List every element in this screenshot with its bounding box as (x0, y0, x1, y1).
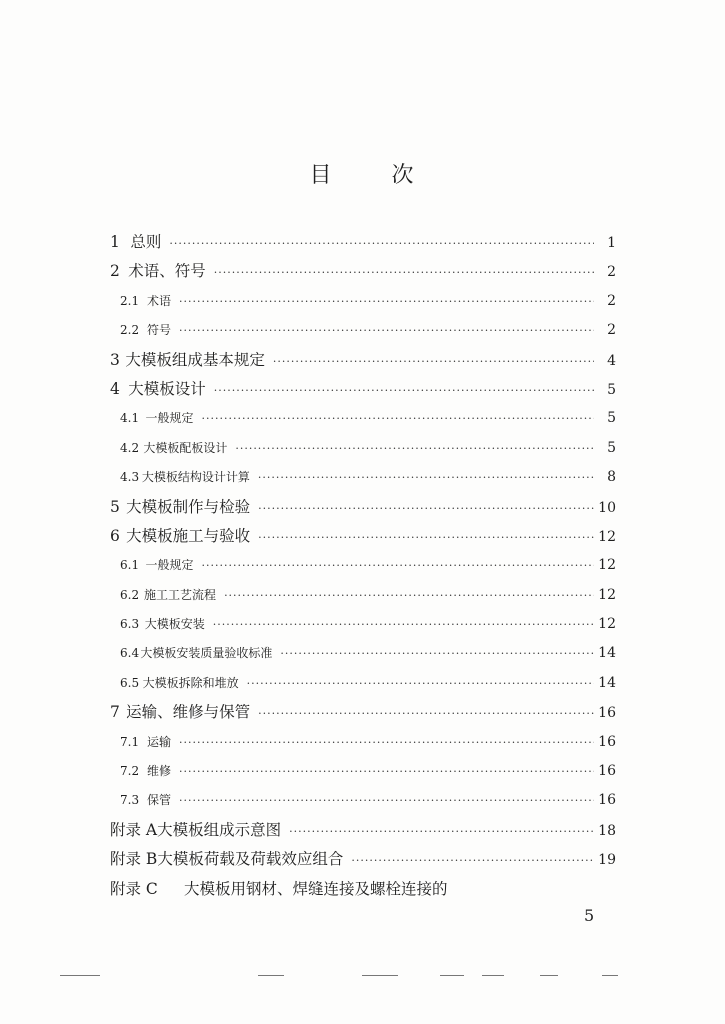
toc-entry-number: 4.3 (120, 470, 140, 485)
toc-entry (110, 257, 616, 286)
toc-entry-number: 7.1 (120, 734, 140, 749)
toc-entry (110, 463, 616, 492)
dot-leader (280, 639, 594, 668)
dot-leader (179, 786, 594, 815)
toc-entry-label: 大模板荷载及荷载效应组合 (157, 850, 344, 869)
toc-entry (110, 551, 616, 580)
toc-entry-page: 5 (607, 410, 616, 427)
dot-leader (289, 817, 594, 846)
toc-entry-page: 16 (598, 733, 616, 750)
toc-entry-page: 12 (598, 528, 616, 545)
toc-entry-number: 附录 A (110, 820, 158, 839)
toc-entry-number: 附录 B (110, 850, 158, 869)
toc-entry-label: 保管 (146, 793, 171, 808)
dot-leader (258, 699, 594, 728)
dot-leader (202, 551, 594, 580)
dot-leader (179, 287, 594, 316)
table-of-contents (110, 228, 616, 904)
toc-entry-page: 8 (607, 469, 616, 486)
page-number: 5 (584, 906, 595, 925)
dot-leader (179, 728, 594, 757)
toc-entry-label: 大模板设计 (128, 379, 206, 398)
scan-artifact (60, 975, 100, 976)
toc-entry-page: 16 (598, 705, 616, 722)
toc-entry-label: 大模板安装 (144, 617, 205, 632)
toc-entry (110, 845, 616, 874)
toc-entry (110, 522, 616, 551)
dot-leader (179, 316, 594, 345)
toc-entry-number: 6.1 (120, 558, 140, 573)
toc-entry-page: 2 (607, 322, 616, 339)
toc-entry (110, 757, 616, 786)
toc-entry-label: 大模板组成基本规定 (125, 350, 265, 369)
toc-entry (110, 404, 616, 433)
toc-entry-page: 16 (598, 792, 616, 809)
toc-entry (110, 786, 616, 815)
dot-leader (235, 434, 594, 463)
toc-entry (110, 581, 616, 610)
toc-entry (110, 875, 616, 904)
toc-entry-label: 大模板用钢材、焊缝连接及螺栓连接的 (184, 879, 448, 898)
dot-leader (258, 463, 594, 492)
title-char-1: 目 (309, 163, 334, 188)
toc-entry-page: 14 (598, 674, 616, 691)
toc-entry-page: 2 (607, 292, 616, 309)
toc-entry-number: 6 (110, 526, 120, 545)
toc-entry-number: 4.1 (120, 411, 140, 426)
toc-entry-label: 总则 (130, 233, 162, 251)
toc-entry (110, 434, 616, 463)
toc-entry (110, 375, 616, 404)
toc-entry-page: 1 (607, 235, 616, 251)
toc-entry-label: 大模板施工与验收 (126, 526, 251, 545)
toc-entry-page: 10 (598, 499, 616, 516)
dot-leader (214, 376, 594, 405)
toc-entry-number: 4 (110, 379, 120, 398)
toc-entry (110, 610, 616, 639)
scan-artifact (602, 975, 618, 976)
scan-artifact (540, 975, 558, 976)
dot-leader (169, 229, 594, 258)
toc-entry-number: 7 (110, 703, 120, 722)
toc-entry-number: 3 (110, 350, 120, 369)
toc-entry (110, 316, 616, 345)
dot-leader (224, 581, 594, 610)
toc-entry-page: 12 (598, 616, 616, 633)
dot-leader (202, 404, 594, 433)
toc-entry-number: 1 (110, 233, 120, 251)
scan-artifact (440, 975, 464, 976)
toc-entry (110, 728, 616, 757)
toc-entry-label: 大模板制作与检验 (126, 497, 251, 516)
toc-entry (110, 639, 616, 668)
dot-leader (247, 669, 594, 698)
toc-entry-label: 术语、符号 (128, 262, 206, 281)
dot-leader (273, 347, 594, 376)
toc-entry (110, 669, 616, 698)
toc-entry-label: 术语 (146, 293, 171, 308)
toc-entry-label: 运输、维修与保管 (126, 703, 251, 722)
toc-entry (110, 493, 616, 522)
toc-entry-number: 2 (110, 262, 120, 281)
scan-artifact (258, 975, 284, 976)
toc-entry (110, 698, 616, 727)
scan-artifact (482, 975, 504, 976)
scan-artifact (362, 975, 398, 976)
toc-entry-label: 大模板组成示意图 (157, 820, 282, 839)
toc-entry-label: 一般规定 (145, 558, 194, 573)
toc-entry (110, 228, 616, 257)
toc-entry (110, 816, 616, 845)
toc-entry-number: 6.2 (120, 587, 140, 602)
dot-leader (351, 846, 594, 875)
toc-entry-page: 16 (598, 763, 616, 780)
toc-entry-label: 大模板安装质量验收标准 (140, 646, 273, 661)
toc-entry-label: 大模板结构设计计算 (141, 470, 250, 485)
toc-entry-page: 18 (598, 822, 616, 839)
dot-leader (258, 494, 594, 523)
dot-leader (213, 610, 594, 639)
dot-leader (179, 757, 594, 786)
toc-entry-label: 一般规定 (145, 411, 194, 426)
toc-entry-label: 大模板拆除和堆放 (142, 675, 239, 690)
toc-entry-page: 12 (598, 557, 616, 574)
toc-entry-label: 大模板配板设计 (143, 440, 228, 455)
toc-entry-label: 维修 (146, 764, 171, 779)
toc-entry-page: 5 (607, 381, 616, 398)
toc-entry-label: 运输 (146, 734, 171, 749)
toc-entry-page: 4 (607, 352, 616, 369)
toc-entry-number: 4.2 (120, 440, 140, 455)
toc-entry-number: 6.3 (120, 617, 140, 632)
toc-entry-page: 14 (598, 645, 616, 662)
toc-entry-number: 6.5 (120, 675, 140, 690)
toc-entry-number: 5 (110, 497, 120, 516)
toc-entry-number: 2.1 (120, 293, 140, 308)
toc-entry (110, 346, 616, 375)
toc-entry-page: 5 (607, 439, 616, 456)
toc-entry-number: 7.2 (120, 764, 140, 779)
dot-leader (214, 258, 594, 287)
toc-entry-page: 19 (598, 852, 616, 869)
toc-entry-label: 施工工艺流程 (144, 587, 217, 602)
toc-entry-label: 符号 (146, 323, 171, 338)
page-title (0, 158, 725, 189)
toc-entry-number: 附录 C (110, 879, 158, 898)
toc-entry-number: 7.3 (120, 793, 140, 808)
toc-entry-number: 6.4 (120, 646, 140, 661)
title-char-2: 次 (391, 163, 416, 188)
toc-entry-page: 2 (607, 264, 616, 281)
toc-entry-page: 12 (598, 586, 616, 603)
toc-entry-number: 2.2 (120, 323, 140, 338)
dot-leader (258, 523, 594, 552)
toc-entry (110, 287, 616, 316)
